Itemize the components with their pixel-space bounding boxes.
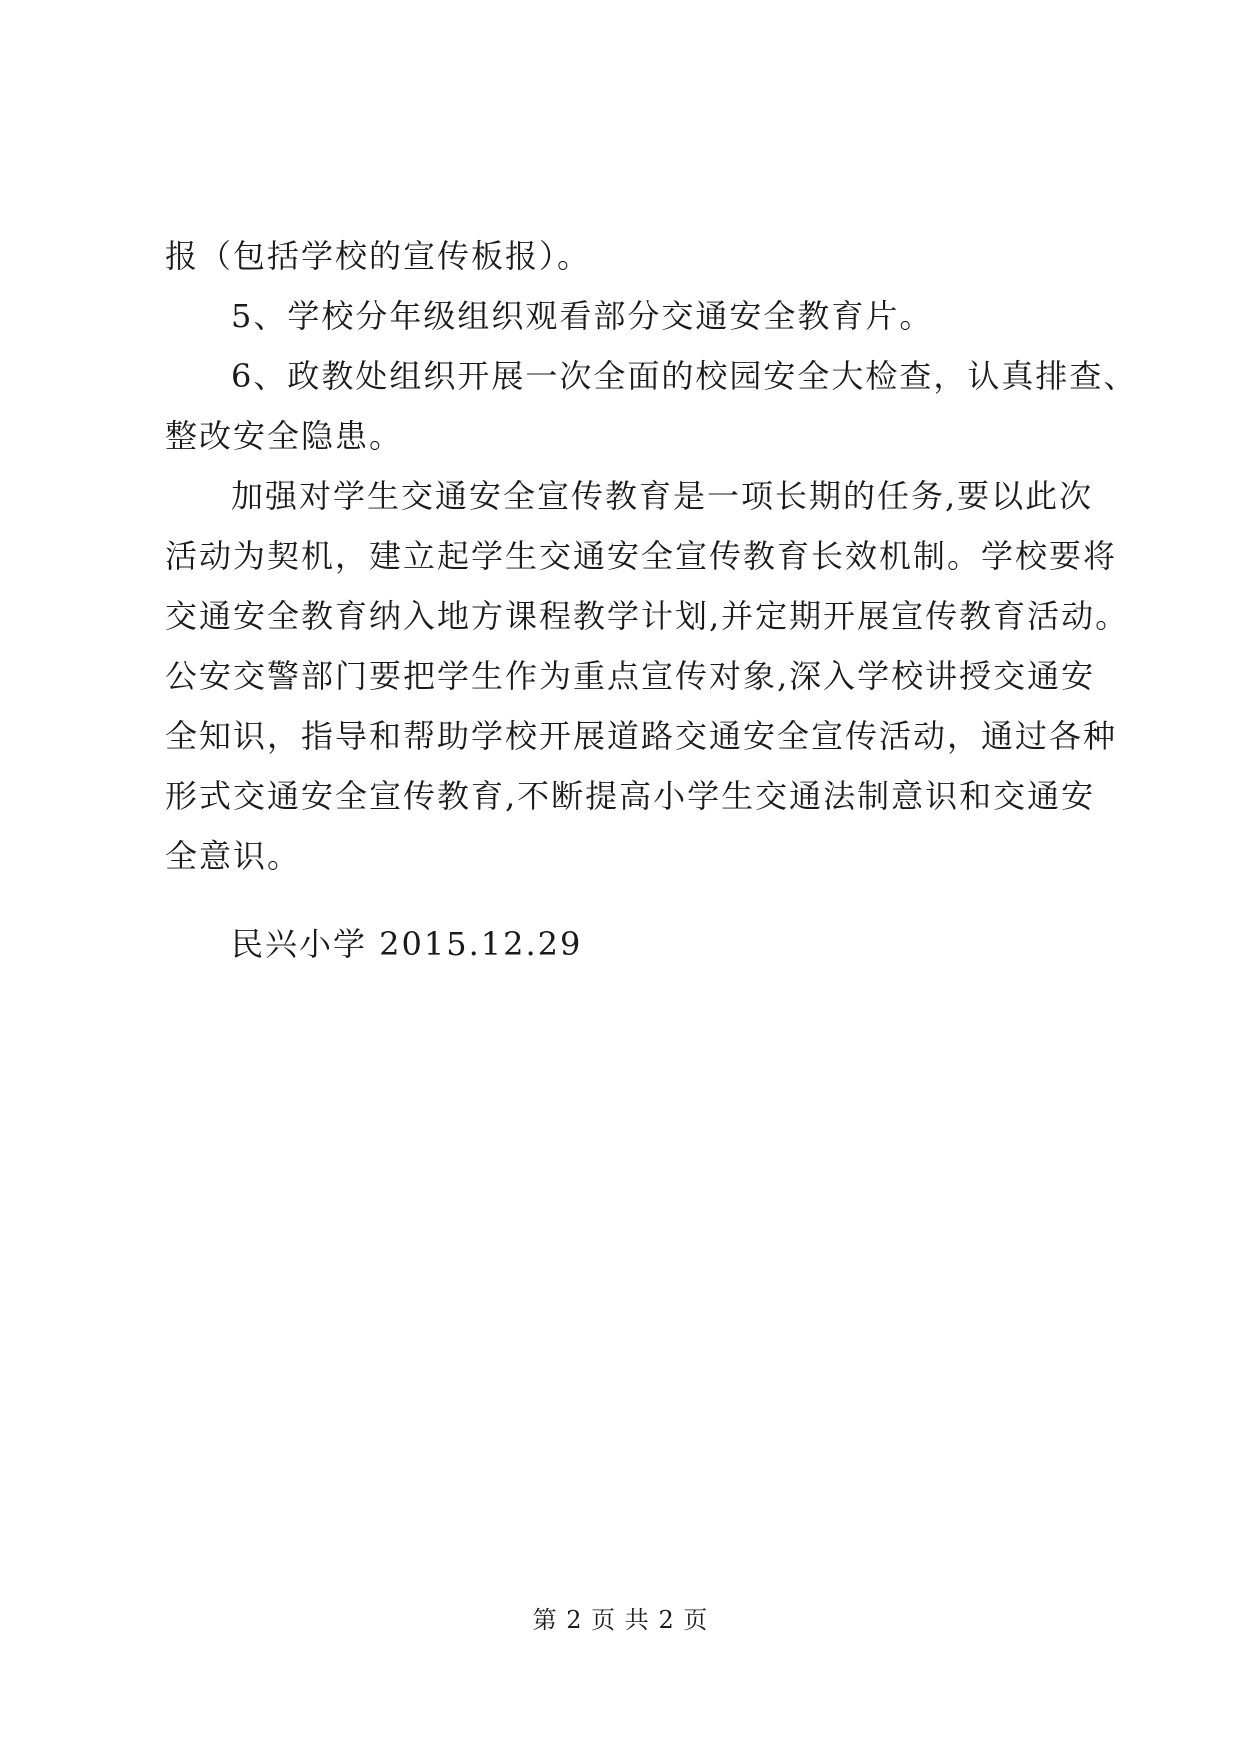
text-line: 报（包括学校的宣传板报）。: [165, 237, 592, 275]
signature: 民兴小学 2015.12.29: [231, 925, 583, 963]
text-line: 6、政教处组织开展一次全面的校园安全大检查，认真排查、: [231, 357, 1138, 395]
text-line: 5、学校分年级组织观看部分交通安全教育片。: [231, 297, 934, 335]
text-line: 全知识，指导和帮助学校开展道路交通安全宣传活动，通过各种: [165, 717, 1118, 755]
text-line: 公安交警部门要把学生作为重点宣传对象,深入学校讲授交通安: [165, 657, 1096, 695]
text-line: 形式交通安全宣传教育,不断提高小学生交通法制意识和交通安: [165, 777, 1096, 815]
text-line: 交通安全教育纳入地方课程教学计划,并定期开展宣传教育活动。: [165, 597, 1130, 635]
document-body: [165, 226, 1138, 886]
text-line: 全意识。: [165, 837, 302, 875]
page-footer: 第 2 页 共 2 页: [532, 1606, 709, 1634]
text-line: 加强对学生交通安全宣传教育是一项长期的任务,要以此次: [231, 477, 1094, 515]
text-line: 活动为契机，建立起学生交通安全宣传教育长效机制。学校要将: [165, 537, 1118, 575]
text-line: 整改安全隐患。: [165, 417, 404, 455]
